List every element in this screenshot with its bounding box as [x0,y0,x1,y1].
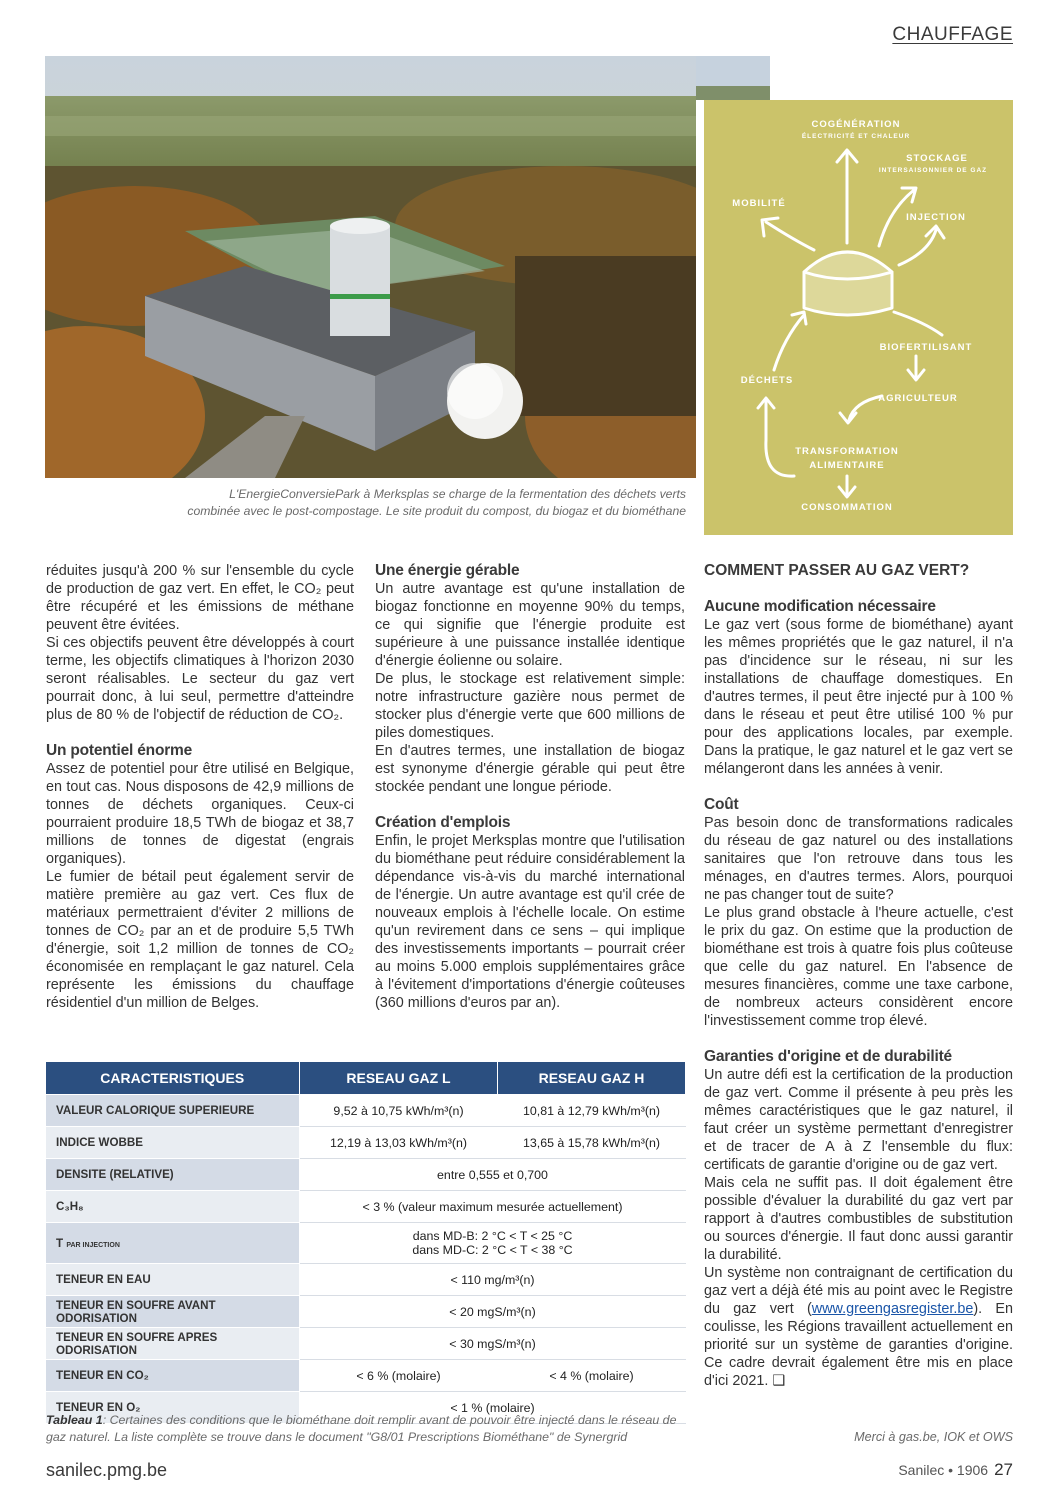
heading-energie-gerable: Une énergie gérable [375,562,520,579]
label-consommation: CONSOMMATION [801,502,893,513]
row-label: C₃H₈ [46,1191,300,1223]
table-row [46,1191,686,1223]
table-header: RESEAU GAZ H [498,1062,686,1095]
table-row [46,1159,686,1191]
biogas-cycle-infographic [704,100,1013,535]
cell-both: < 30 mgS/m³(n) [300,1328,686,1360]
col1-paragraph: Assez de potentiel pour être utilisé en Belgique, en tout cas. Nous disposons de 42,9 millions de tonnes de déchets organiques. Ceux-ci pourraient produire 18,5 TWh de biogaz et 38,7 millions de tonnes de digestat (engrais organiques). [46,761,354,867]
col3-paragraph: Le gaz vert (sous forme de biométhane) ayant les mêmes propriétés que le gaz naturel, il n'a pas d'incidence sur le réseau, ni sur les installations de chauffage domestiques. En d'autres termes, il peut être injecté pur à 100 % dans le réseau et peut être utilisé 100 % pur pour des applications locales, par exemple. Dans la pratique, le gaz naturel et le gaz vert se mélangeront dans les années à venir. [704,617,1013,777]
table-row [46,1095,686,1127]
heading-garanties: Garanties d'origine et de durabilité [704,1048,952,1065]
table-caption: Tableau 1: Certaines des conditions que le biométhane doit remplir avant de pouvoir être injecté dans le réseau de gaz naturel. La liste complète se trouve dans le document "G8/01 Prescriptions Biométhane" de Synergrid [46,1413,677,1444]
row-label: INDICE WOBBE [46,1127,300,1159]
column-2 [375,562,685,1012]
column-3 [704,562,1013,1390]
label-mobilite: MOBILITÉ [732,198,786,209]
plant-photo [45,56,696,478]
col3-paragraph: Un autre défi est la certification de la production de gaz vert. Comme il présente à peu près les mêmes caractéristiques que le gaz naturel, il faut créer un système permettant d'enregistrer et de tracer de A à Z l'ensemble du flux: certificats de garantie d'origine ou de gaz vert. [704,1067,1013,1173]
col2-paragraph: De plus, le stockage est relativement simple: notre infrastructure gazière nous permet de stocker plus d'énergie verte que 600 millions de piles domestiques. [375,671,685,741]
table-header: CARACTERISTIQUES [46,1062,300,1095]
page-number: 27 [994,1460,1013,1479]
photo-caption: L'EnergieConversiePark à Merksplas se charge de la fermentation des déchets verts combinée avec le post-compostage. Le site produit du compost, du biogaz et du biométhane [187,487,686,518]
table-row [46,1296,686,1328]
cell-gaz-l: < 6 % (molaire) [300,1360,498,1392]
cell-gaz-l: 12,19 à 13,03 kWh/m³(n) [300,1127,498,1159]
table-row [46,1127,686,1159]
label-transformation: TRANSFORMATION [795,446,899,457]
heading-emplois: Création d'emplois [375,814,511,831]
biomethane-spec-table [45,1062,686,1424]
label-agriculteur: AGRICULTEUR [878,393,958,404]
thanks-note: Merci à gas.be, IOK et OWS [854,1430,1013,1444]
cell-both: < 1 % (molaire) [300,1392,686,1424]
row-label: TENEUR EN O₂ [46,1392,300,1424]
table-row [46,1360,686,1392]
col1-paragraph: Le fumier de bétail peut également servir de matière première au gaz vert. Ces flux de matériaux permettraient d'éviter 2 millions de tonnes de CO₂ par an et de produire 5,5 TWh d'énergie, soit 1,2 million de tonnes de CO₂ économisée en remplaçant le gaz naturel. Cela représente les émissions du chauffage résidentiel d'un million de Belges. [46,869,354,1011]
heading-potentiel: Un potentiel énorme [46,742,193,759]
row-label: TENEUR EN SOUFRE APRES ODORISATION [46,1328,300,1360]
col1-paragraph: réduites jusqu'à 200 % sur l'ensemble du cycle de production de gaz vert. En effet, le CO₂ peut être récupéré et les émissions de méthane peuvent être évitées. [46,563,354,633]
table-row [46,1264,686,1296]
row-label: VALEUR CALORIQUE SUPERIEURE [46,1095,300,1127]
section-label: CHAUFFAGE [892,24,1013,45]
cell-gaz-h: 10,81 à 12,79 kWh/m³(n) [498,1095,686,1127]
col3-paragraph: Pas besoin donc de transformations radicales du réseau de gaz naturel ou des installations sanitaires que l'on retrouve dans tous les ménages, en d'autres termes. Alors, pourquoi ne pas changer tout de suite? [704,815,1013,903]
col1-paragraph: Si ces objectifs peuvent être développés à court terme, les objectifs climatiques à l'horizon 2030 seront réalisables. Le secteur du gaz vert pourrait donc, à lui seul, permettre d'atteindre plus de 80 % de l'objectif de réduction de CO₂. [46,635,354,723]
label-stockage: STOCKAGE [906,153,968,164]
label-injection: INJECTION [906,212,966,223]
row-label: DENSITE (RELATIVE) [46,1159,300,1191]
row-label: TENEUR EN CO₂ [46,1360,300,1392]
col3-paragraph: Mais cela ne suffit pas. Il doit également être possible d'évaluer la durabilité du gaz vert par rapport à d'autres combustibles de substitution ou sources d'énergie. Il faut donc aussi garantir la durabilité. [704,1175,1013,1263]
row-label: TENEUR EN SOUFRE AVANT ODORISATION [46,1296,300,1328]
cell-gaz-l: 9,52 à 10,75 kWh/m³(n) [300,1095,498,1127]
heading-cout: Coût [704,796,739,813]
label-biofertilisant: BIOFERTILISANT [879,342,973,353]
cell-both: entre 0,555 et 0,700 [300,1159,686,1191]
col2-paragraph: Enfin, le projet Merksplas montre que l'utilisation du biométhane peut réduire considérablement la dépendance vis-à-vis du marché international de l'énergie. Un autre avantage est qu'il crée de nouveaux emplois à l'échelle locale. On estime qu'un revirement dans ce sens – qui implique des investissements importants – pourrait créer au moins 5.000 emplois supplémentaires grâce à l'évitement d'importations d'énergie coûteuses (360 millions d'euros par an). [375,833,685,1011]
col2-paragraph: Un autre avantage est qu'une installation de biogaz fonctionne en moyenne 90% du temps, ce qui signifie que l'énergie produite est supérieure à une puissance installée identique d'énergie éolienne ou solaire. [375,581,685,669]
row-label: T PAR INJECTION [46,1223,300,1264]
greengasregister-link[interactable]: www.greengasregister.be [811,1301,974,1317]
cell-both: dans MD-B: 2 °C < T < 25 °C dans MD-C: 2 °C < T < 38 °C [300,1223,686,1264]
cell-gaz-h: < 4 % (molaire) [498,1360,686,1392]
col3-paragraph: Le plus grand obstacle à l'heure actuelle, c'est le prix du gaz. On estime que la production de biométhane est trois à quatre fois plus coûteuse que celle du gaz naturel. En l'absence de mesures financières, comme une taxe carbone, de nombreux acteurs considèrent encore l'investissement comme trop élevé. [704,905,1013,1029]
cell-both: < 3 % (valeur maximum mesurée actuellement) [300,1191,686,1223]
footer-issue: Sanilec • 1906 27 [898,1460,1013,1479]
label-alimentaire: ALIMENTAIRE [809,460,885,471]
cell-both: < 110 mg/m³(n) [300,1264,686,1296]
row-label: TENEUR EN EAU [46,1264,300,1296]
label-cogeneration-sub: ÉLECTRICITÉ ET CHALEUR [801,133,911,140]
col2-paragraph: En d'autres termes, une installation de biogaz est synonyme d'énergie gérable qui peut être stockée pendant une longue période. [375,743,685,795]
label-dechets: DÉCHETS [740,375,794,386]
table-row [46,1328,686,1360]
table-row [46,1223,686,1264]
footer-site: sanilec.pmg.be [46,1460,168,1480]
cell-gaz-h: 13,65 à 15,78 kWh/m³(n) [498,1127,686,1159]
table-header: RESEAU GAZ L [300,1062,498,1095]
col3-paragraph: Un système non contraignant de certification du gaz vert a déjà été mis au point avec le Registre du gaz vert (www.greengasregister.be). En coulisse, les Régions travaillent actuellement en priorité sur un système de garanties d'origine. Ce cadre devrait également être mis en place d'ici 2021. ❑ [704,1265,1013,1389]
cell-both: < 20 mgS/m³(n) [300,1296,686,1328]
heading-aucune-modification: Aucune modification nécessaire [704,598,936,615]
column-1 [46,562,354,1012]
label-stockage-sub: INTERSAISONNIER DE GAZ [878,167,988,174]
label-cogeneration: COGÉNÉRATION [811,119,901,130]
heading-comment-passer: COMMENT PASSER AU GAZ VERT? [704,562,970,579]
